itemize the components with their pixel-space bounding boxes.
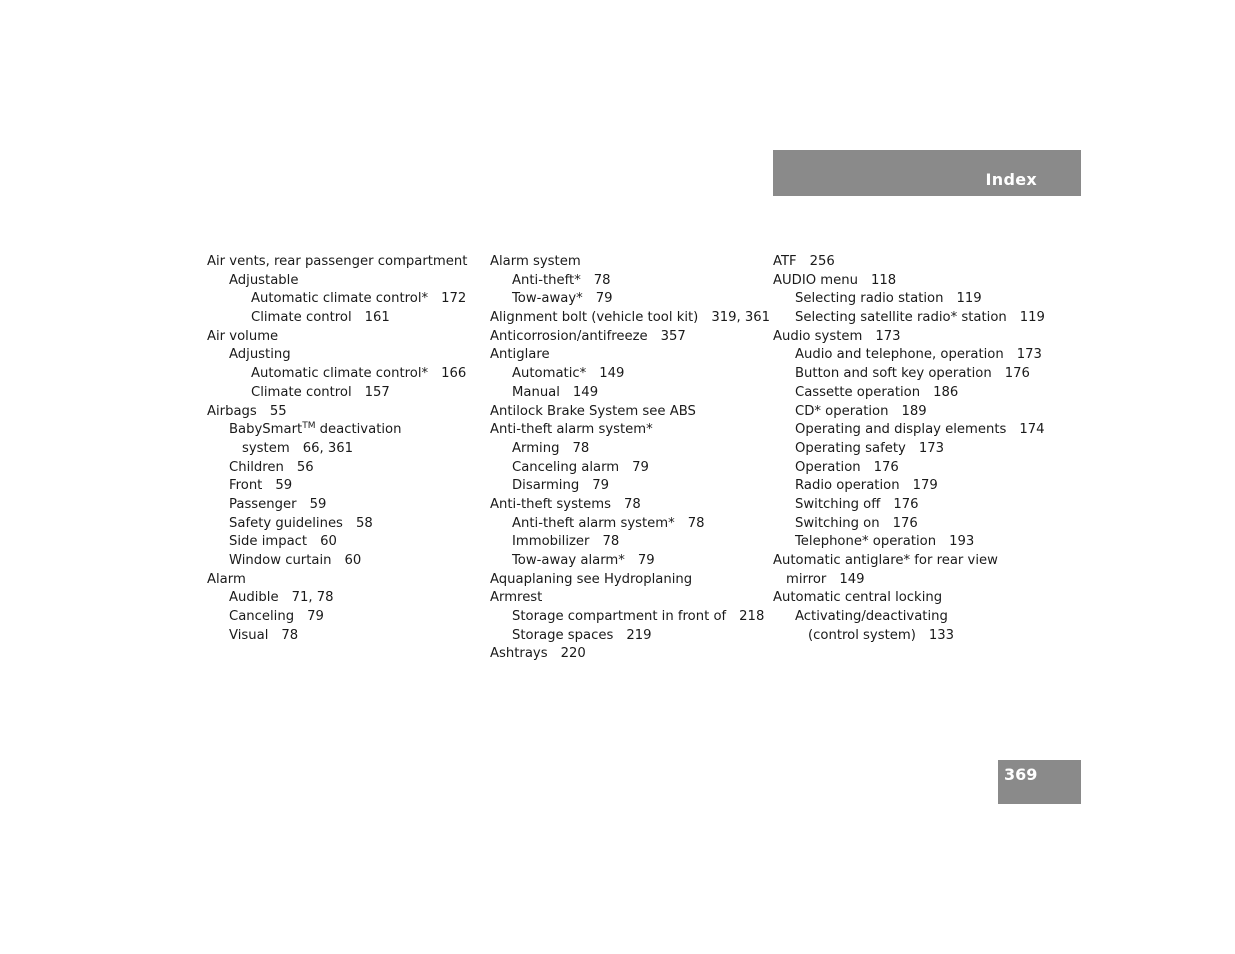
- index-subentry: Selecting radio station 119: [795, 291, 982, 307]
- page-ref: 79: [637, 553, 655, 568]
- index-entry: Ashtrays 220: [490, 646, 586, 662]
- index-header-bar: [773, 150, 1081, 196]
- index-subentry: Children 56: [229, 459, 314, 475]
- index-subentry: Storage spaces 219: [512, 627, 652, 643]
- index-subentry: Side impact 60: [229, 534, 337, 550]
- index-entry: Anti-theft alarm system*: [490, 422, 653, 438]
- index-subentry: Operating safety 173: [795, 440, 944, 456]
- page-ref: 55: [269, 403, 287, 419]
- index-entry: Alarm system: [490, 254, 581, 269]
- index-subsubentry: Climate control 157: [251, 384, 390, 400]
- page-ref: 176: [1004, 366, 1030, 382]
- page-ref: 79: [307, 609, 324, 625]
- page-ref: 149: [839, 571, 865, 587]
- page-ref: 79: [595, 291, 613, 307]
- index-entry: Antilock Brake System see ABS: [490, 403, 696, 419]
- index-entry: ATF 256: [773, 254, 835, 269]
- page-ref: 176: [892, 515, 918, 531]
- page-ref: 176: [893, 496, 919, 512]
- page-ref: 78: [687, 515, 705, 531]
- index-subentry: Switching off 176: [795, 496, 919, 512]
- index-subentry: Anti-theft alarm system* 78: [512, 515, 705, 531]
- page-ref: 78: [593, 272, 611, 288]
- index-subentry: Selecting satellite radio* station 119: [795, 310, 1045, 326]
- page-ref: 133: [928, 627, 955, 643]
- index-column-3: [773, 253, 1045, 645]
- page-title: Index: [985, 170, 1037, 189]
- page-ref: 59: [309, 496, 327, 512]
- index-subsubentry: Automatic climate control* 166: [251, 366, 467, 382]
- index-entry: Audio system 173: [773, 328, 901, 344]
- index-subentry: Passenger 59: [229, 496, 327, 512]
- index-entry: Aquaplaning see Hydroplaning: [490, 571, 693, 587]
- page-ref: 319, 361: [711, 310, 771, 326]
- index-subentry: Adjusting: [229, 347, 291, 363]
- page-ref: 60: [344, 553, 362, 568]
- index-subentry: Arming 78: [512, 440, 590, 456]
- page-ref: 189: [901, 403, 927, 419]
- index-entry: Antiglare: [490, 347, 550, 363]
- page-ref: 157: [364, 384, 390, 400]
- index-subentry: Canceling alarm 79: [512, 459, 649, 475]
- page-ref: 78: [602, 534, 620, 550]
- index-column-1: [207, 253, 467, 645]
- page-ref: 173: [1016, 347, 1042, 363]
- page-ref: 78: [281, 627, 299, 643]
- page-number: 369: [1004, 765, 1038, 784]
- page-ref: 173: [875, 328, 901, 344]
- index-entry: Alarm: [207, 571, 246, 587]
- index-subentry: Automatic* 149: [512, 366, 625, 382]
- page-ref: 59: [275, 478, 293, 494]
- index-subentry: Button and soft key operation 176: [795, 366, 1030, 382]
- page-ref: 357: [660, 328, 686, 344]
- index-subentry: Tow-away* 79: [512, 291, 613, 307]
- page-ref: 56: [296, 459, 314, 475]
- index-subentry: Tow-away alarm* 79: [512, 553, 655, 568]
- index-subentry: Operation 176: [795, 459, 899, 475]
- index-subentry: Telephone* operation 193: [795, 534, 975, 550]
- index-subentry: Storage compartment in front of 218: [512, 609, 765, 625]
- page-ref: 66, 361: [302, 440, 354, 456]
- index-subentry: Disarming 79: [512, 478, 609, 494]
- page-ref: 149: [599, 366, 625, 382]
- page-ref: 79: [592, 478, 609, 494]
- index-entry: Alignment bolt (vehicle tool kit) 319, 361: [490, 310, 771, 326]
- page-ref: 193: [949, 534, 975, 550]
- index-entry: Automatic central locking: [773, 590, 943, 606]
- index-subentry: Anti-theft* 78: [512, 272, 611, 288]
- index-entry: Air vents, rear passenger compartment: [207, 254, 468, 269]
- index-subentry: Audio and telephone, operation 173: [795, 347, 1042, 363]
- page-number-box: [998, 760, 1081, 804]
- index-subentry: Radio operation 179: [795, 478, 938, 494]
- index-entry-continued: mirror 149: [786, 571, 865, 587]
- page-ref: 220: [560, 646, 586, 662]
- page-ref: 118: [870, 272, 897, 288]
- page-ref: 58: [355, 515, 373, 531]
- index-subentry: Front 59: [229, 478, 293, 494]
- page-ref: 79: [632, 459, 649, 475]
- page-ref: 218: [739, 609, 765, 625]
- index-subentry: Cassette operation 186: [795, 384, 959, 400]
- page-ref: 179: [912, 478, 938, 494]
- index-subentry-continued: (control system) 133: [808, 627, 955, 643]
- page-ref: 60: [320, 534, 337, 550]
- index-subentry: Audible 71, 78: [229, 590, 334, 606]
- index-subentry: Immobilizer 78: [512, 534, 620, 550]
- page-ref: 186: [933, 384, 959, 400]
- index-subentry-continued: system 66, 361: [242, 440, 354, 456]
- index-subentry: Activating/deactivating: [795, 609, 948, 625]
- page-ref: 166: [441, 366, 467, 382]
- page-ref: 78: [572, 440, 590, 456]
- index-subentry: CD* operation 189: [795, 403, 927, 419]
- index-subsubentry: Climate control 161: [251, 310, 390, 326]
- page-ref: 176: [873, 459, 899, 475]
- index-subentry: BabySmart™ deactivation: [229, 421, 402, 438]
- page-ref: 78: [623, 496, 641, 512]
- index-subentry: Switching on 176: [795, 515, 918, 531]
- page-ref: 173: [918, 440, 944, 456]
- index-entry: Air volume: [207, 328, 279, 344]
- index-entry: Armrest: [490, 590, 543, 606]
- page-ref: 119: [1019, 310, 1045, 326]
- index-entry: Automatic antiglare* for rear view: [773, 553, 998, 568]
- index-entry: Anti-theft systems 78: [490, 496, 641, 512]
- index-subentry: Adjustable: [229, 272, 299, 288]
- index-subentry: Visual 78: [229, 627, 299, 643]
- index-entry: Anticorrosion/antifreeze 357: [490, 328, 686, 344]
- index-subentry: Manual 149: [512, 384, 599, 400]
- index-subentry: Operating and display elements 174: [795, 422, 1045, 438]
- index-subentry: Window curtain 60: [229, 553, 362, 568]
- index-entry: AUDIO menu 118: [773, 272, 897, 288]
- page-ref: 71, 78: [291, 590, 334, 606]
- index-subsubentry: Automatic climate control* 172: [251, 291, 467, 307]
- index-entry: Airbags 55: [207, 403, 287, 419]
- page-ref: 119: [956, 291, 982, 307]
- page-ref: 149: [572, 384, 599, 400]
- page-ref: 174: [1019, 422, 1045, 438]
- page-ref: 256: [809, 254, 835, 269]
- trademark-sup: TM: [302, 421, 316, 432]
- index-column-2: [490, 253, 770, 664]
- page-ref: 161: [364, 310, 390, 326]
- index-subentry: Safety guidelines 58: [229, 515, 373, 531]
- page-ref: 219: [626, 627, 652, 643]
- index-subentry: Canceling 79: [229, 609, 324, 625]
- page-ref: 172: [441, 291, 467, 307]
